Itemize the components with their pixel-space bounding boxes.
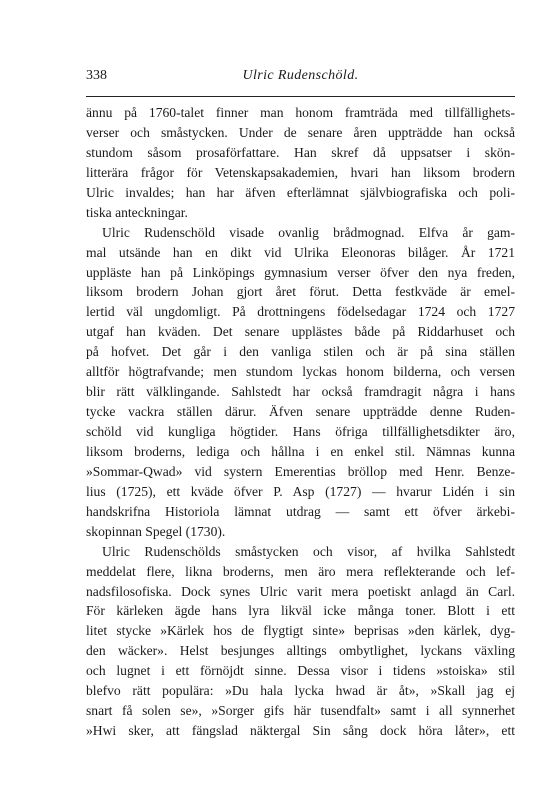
text-line: uppläste han på Linköpings gymnasium verser öfver den nya freden, xyxy=(86,264,515,280)
running-title: Ulric Rudenschöld. xyxy=(242,68,359,83)
text-line: skopinnan Spegel (1730). xyxy=(86,523,226,539)
text-line: handskrifna Historiola lämnat utdrag — samt ett öfver ärkebi- xyxy=(86,503,515,519)
text-line: Ulric invaldes; han har äfven efterlämnat självbiografiska och poli- xyxy=(86,184,515,200)
text-line: schöld vid kungliga högtider. Hans öfriga tillfällighetsdikter äro, xyxy=(86,424,515,439)
running-head xyxy=(86,68,515,90)
text-line: tycke vackra ställen därur. Äfven senare uppträdde denne Ruden- xyxy=(86,404,515,420)
text-line: litet stycke »Kärlek hos de flygtigt sinte» beprisas »den kärlek, dyg- xyxy=(86,623,515,639)
text-line: stundom såsom prosaförfattare. Han skref då uppsatser i skön- xyxy=(86,144,515,160)
text-line: nadsfilosofiska. Dock synes Ulric varit mera poetiskt anlagd än Carl. xyxy=(86,583,515,599)
text-line: blefvo rätt populära: »Du hala lycka hwad är åt», »Skall jag ej xyxy=(86,683,515,699)
text-line: blir rätt välklingande. Sahlstedt har också framdragit några i hans xyxy=(86,384,515,400)
text-line: Ulric Rudenschölds småstycken och visor, af hvilka Sahlstedt xyxy=(102,543,515,559)
text-line: liksom broderns, lediga och hållna i en enkel stil. Nämnas kunna xyxy=(86,443,515,459)
text-line: Ulric Rudenschöld visade ovanlig brådmognad. Elfva år gam- xyxy=(102,224,515,240)
book-page xyxy=(86,0,515,788)
text-line: liksom brodern Johan gjort året förut. Detta festkväde är emel- xyxy=(86,284,515,300)
text-line: alltför högtrafvande; men stundom lyckas honom bilderna, och versen xyxy=(86,364,515,380)
text-line: verser och småstycken. Under de senare åren uppträdde han också xyxy=(86,124,515,140)
text-line: och lugnet i ett förnöjdt sinne. Dessa visor i tidens »stoiska» stil xyxy=(86,663,515,679)
header-rule xyxy=(86,96,515,97)
text-line: meddelat flere, likna broderns, men äro mera reflekterande och lef- xyxy=(86,563,515,579)
text-line: ännu på 1760-talet finner man honom framträda med tillfällighets- xyxy=(86,105,515,120)
text-line: utgaf han kväden. Det senare upplästes både på Riddarhuset och xyxy=(86,324,515,340)
text-line: på hofvet. Det går i den vanliga stilen och är på sina ställen xyxy=(86,344,515,360)
text-line: litterära frågor för Vetenskapsakademien, hvari han liksom brodern xyxy=(86,164,515,180)
text-line: den wäcker». Helst besjunges alltings ombytlighet, lyckans växling xyxy=(86,643,515,659)
text-line: lius (1725), ett kväde öfver P. Asp (1727) — hvarur Lidén i sin xyxy=(86,483,515,499)
text-line: tiska anteckningar. xyxy=(86,204,188,220)
text-line: lertid väl ungdomligt. På drottningens födelsedagar 1724 och 1727 xyxy=(86,304,515,320)
body-text xyxy=(86,103,515,741)
text-line: snart få solen se», »Sorger gifs här tusendfalt» samt i all synnerhet xyxy=(86,703,515,719)
page-number: 338 xyxy=(86,68,107,83)
text-line: »Hwi sker, att fängslad näktergal Sin sång dock höra låter», ett xyxy=(86,723,515,739)
text-line: För kärleken ägde hans lyra likväl icke många toner. Blott i ett xyxy=(86,603,515,619)
text-line: »Sommar-Qwad» vid systern Emerentias bröllop med Henr. Benze- xyxy=(86,463,515,479)
text-line: mal utsände han en dikt vid Ulrika Eleonoras bilåger. År 1721 xyxy=(86,244,515,260)
